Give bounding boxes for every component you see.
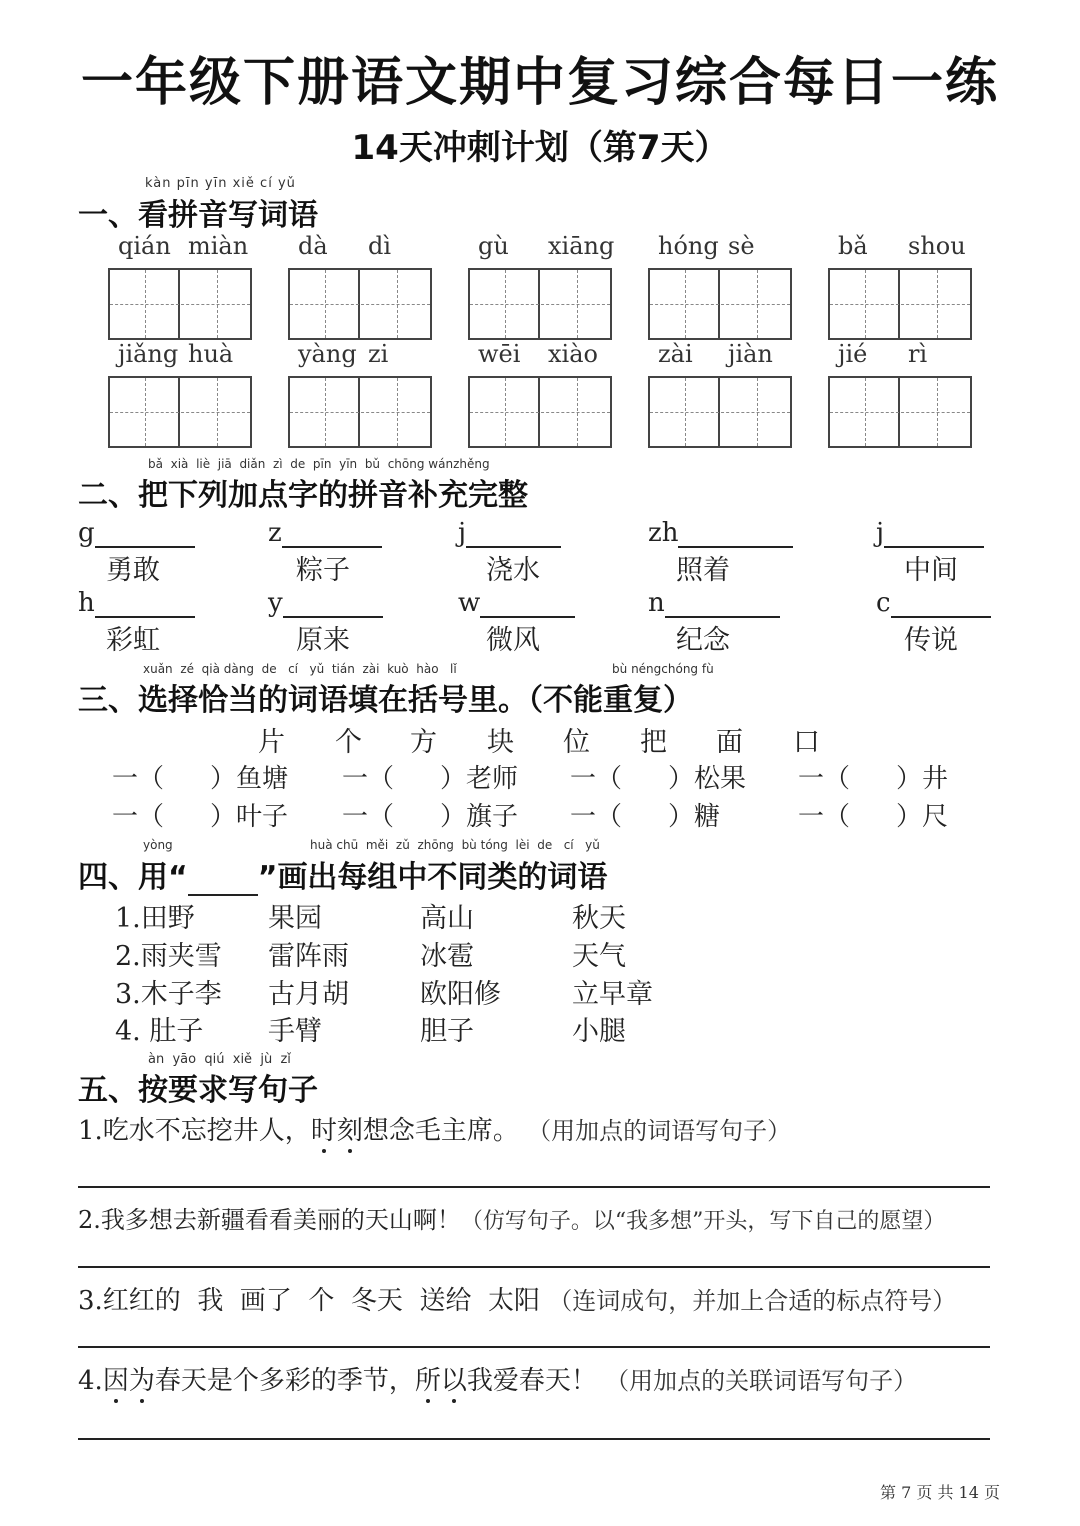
pinyin-blank[interactable]: [95, 594, 195, 618]
item-prefix: 一（: [112, 764, 165, 794]
target-word: 浇水: [486, 555, 540, 586]
measure-word-item: [798, 758, 948, 795]
section-5-title: 五、按要求写句子: [78, 1073, 318, 1108]
tianzige-guide: [865, 270, 866, 338]
item-prefix: 一（: [112, 802, 165, 832]
tianzige-guide: [830, 412, 970, 413]
pinyin-syllable: zài: [658, 340, 693, 368]
tianzige-guide: [650, 304, 790, 305]
s4-title-pre: 四、用: [78, 860, 168, 895]
s4-underline-sample: [188, 868, 258, 896]
item-prefix: 一（: [570, 764, 623, 794]
s4-title-post: 画出每组中不同类的词语: [277, 860, 608, 895]
word-group-item[interactable]: 冰雹: [420, 941, 474, 972]
pinyin-syllable: zi: [368, 340, 389, 368]
pinyin-syllable: rì: [908, 340, 928, 368]
word-group-item[interactable]: 天气: [572, 941, 626, 972]
word-group-item[interactable]: 果园: [268, 903, 322, 934]
pinyin-syllable: shou: [908, 232, 966, 260]
section-4-title: [78, 852, 607, 896]
q4-text-a: 4.: [78, 1366, 103, 1396]
ruby-syllable: yǔ: [309, 662, 325, 676]
ruby-syllable: jiā: [217, 457, 232, 471]
q4-dotted-char: 为: [129, 1360, 155, 1397]
ruby-syllable: chū: [336, 838, 359, 852]
pinyin-syllable: xiào: [548, 340, 598, 368]
tianzige-guide: [290, 412, 430, 413]
item-prefix: 一（: [342, 764, 395, 794]
section-3-title: 三、选择恰当的词语填在括号里。（不能重复）: [78, 683, 693, 718]
page-subtitle: 14天冲刺计划（第7天）: [351, 128, 729, 168]
tianzige-guide: [685, 270, 686, 338]
item-prefix: 一（: [570, 802, 623, 832]
pinyin-fill-item: [78, 588, 195, 618]
ruby-syllable: bù: [461, 838, 477, 852]
initial-letter: c: [876, 588, 891, 618]
target-word: 中间: [904, 555, 958, 586]
ruby-syllable: zǐ: [280, 1052, 291, 1067]
item-noun: ）老师: [440, 764, 519, 794]
initial-letter: z: [268, 518, 282, 548]
q4-dotted-char: 以: [441, 1360, 467, 1397]
pinyin-syllable: bǎ: [838, 232, 868, 260]
ruby-syllable: àn: [148, 1052, 165, 1067]
tianzige-box[interactable]: [648, 376, 792, 448]
tianzige-guide: [145, 270, 146, 338]
tianzige-guide: [110, 304, 250, 305]
pinyin-fill-item: [458, 588, 575, 618]
measure-word-item: [112, 758, 288, 795]
item-noun: ）旗子: [440, 802, 519, 832]
measure-word-option: 块: [487, 727, 514, 758]
tianzige-guide: [325, 270, 326, 338]
target-word: 纪念: [676, 625, 730, 656]
ruby-syllable: de: [537, 838, 553, 852]
word-group-item[interactable]: 3.木子李: [115, 979, 222, 1010]
initial-letter: j: [876, 518, 885, 548]
item-noun: ）井: [896, 764, 949, 794]
tianzige-guide: [470, 412, 610, 413]
word-group-item[interactable]: 古月胡: [268, 979, 349, 1010]
ruby-syllable: hào: [416, 662, 439, 676]
word-group-item[interactable]: 4. 肚子: [115, 1016, 204, 1047]
tianzige-guide: [397, 378, 398, 446]
ruby-syllable: huà: [310, 838, 333, 852]
pinyin-fill-item: [648, 588, 780, 618]
ruby-syllable: cí: [288, 662, 299, 676]
tianzige-guide: [505, 270, 506, 338]
item-prefix: 一（: [798, 802, 851, 832]
word-group-item[interactable]: 高山: [420, 903, 474, 934]
q3-text: 3.红红的 我 画了 个 冬天 送给 太阳: [78, 1286, 540, 1316]
ruby-syllable: de: [290, 457, 306, 471]
answer-line-2[interactable]: [78, 1266, 990, 1268]
s1-ruby: [145, 176, 296, 191]
s3-ruby-left: [143, 662, 457, 676]
q4-text-b: 春天是个多彩的季节，: [154, 1366, 415, 1396]
ruby-syllable: xiě: [232, 176, 255, 191]
tianzige-guide: [865, 378, 866, 446]
tianzige-box[interactable]: [468, 268, 612, 340]
q4-note: （用加点的关联词语写句子）: [605, 1367, 918, 1395]
ruby-syllable: yǔ: [585, 838, 600, 852]
target-word: 彩虹: [106, 625, 160, 656]
item-prefix: 一（: [798, 764, 851, 794]
s3-ruby-right: [612, 662, 714, 676]
q1-dotted-char: 刻: [337, 1110, 363, 1147]
q4-dotted-char: 因: [103, 1360, 129, 1397]
pinyin-syllable: jié: [838, 340, 868, 368]
ruby-syllable: měi: [365, 838, 389, 852]
ruby-syllable: zì: [273, 457, 283, 471]
pinyin-blank[interactable]: [466, 524, 561, 548]
tianzige-box[interactable]: [468, 376, 612, 448]
pinyin-blank[interactable]: [282, 524, 382, 548]
ruby-syllable: xià: [170, 457, 189, 471]
ruby-syllable: cí: [260, 176, 273, 191]
tianzige-guide: [757, 378, 758, 446]
pinyin-syllable: huà: [188, 340, 234, 368]
initial-letter: j: [458, 518, 467, 548]
pinyin-syllable: miàn: [188, 232, 249, 260]
ruby-syllable: qiú: [204, 1052, 225, 1067]
tianzige-guide: [217, 270, 218, 338]
q3-note: （连词成句，并加上合适的标点符号）: [548, 1287, 957, 1315]
pinyin-fill-item: [876, 588, 991, 618]
ruby-syllable: bǎ: [148, 457, 163, 471]
word-group-item[interactable]: 手臂: [268, 1016, 322, 1047]
q1-dotted-char: 时: [311, 1110, 337, 1147]
target-word: 微风: [486, 625, 540, 656]
pinyin-fill-item: [78, 518, 195, 548]
pinyin-blank[interactable]: [95, 524, 195, 548]
ruby-syllable: yīn: [339, 457, 358, 471]
s5-question-2: [78, 1200, 945, 1235]
target-word: 粽子: [296, 555, 350, 586]
pinyin-fill-item: [458, 518, 561, 548]
s4-quote-open: “: [168, 860, 188, 895]
pinyin-syllable: jiǎng: [118, 340, 179, 368]
section-1-title: 一、看拼音写词语: [78, 198, 318, 233]
word-group-item[interactable]: 1.田野: [115, 903, 195, 934]
q4-text-c: 我爱春天！: [466, 1366, 597, 1396]
s5-question-4: [78, 1360, 917, 1397]
tianzige-guide: [577, 378, 578, 446]
q2-text: 2.我多想去新疆看看美丽的天山啊！: [78, 1206, 461, 1234]
measure-word-item: [112, 796, 288, 833]
pinyin-syllable: dì: [368, 232, 392, 260]
item-noun: ）松果: [668, 764, 747, 794]
pinyin-syllable: jiàn: [728, 340, 773, 368]
measure-word-item: [342, 796, 518, 833]
pinyin-fill-item: [268, 518, 382, 548]
ruby-syllable: jù: [260, 1052, 273, 1067]
initial-letter: g: [78, 518, 95, 548]
tianzige-guide: [937, 378, 938, 446]
initial-letter: y: [268, 588, 283, 618]
tianzige-guide: [505, 378, 506, 446]
answer-line-3[interactable]: [78, 1346, 990, 1348]
word-group-item[interactable]: 立早章: [572, 979, 653, 1010]
ruby-syllable: chóng: [661, 662, 699, 676]
page-footer: 第 7 页 共 14 页: [880, 1483, 1000, 1502]
tianzige-guide: [937, 270, 938, 338]
measure-word-option: 口: [793, 727, 820, 758]
target-word: 勇敢: [106, 555, 160, 586]
measure-word-option: 片: [258, 727, 285, 758]
pinyin-syllable: xiāng: [548, 232, 615, 260]
tianzige-box[interactable]: [288, 376, 432, 448]
s5-question-3: [78, 1280, 956, 1317]
item-noun: ）尺: [896, 802, 949, 832]
pinyin-syllable: yàng: [298, 340, 357, 368]
q1-text-b: 想念毛主席。: [362, 1116, 519, 1146]
ruby-syllable: zǔ: [395, 838, 410, 852]
tianzige-guide: [325, 378, 326, 446]
word-group-item[interactable]: 雷阵雨: [268, 941, 349, 972]
ruby-syllable: zé: [180, 662, 194, 676]
ruby-syllable: yǔ: [277, 176, 296, 191]
pinyin-syllable: wēi: [478, 340, 521, 368]
item-noun: ）叶子: [210, 802, 289, 832]
ruby-syllable: bǔ: [364, 457, 381, 471]
ruby-syllable: cí: [563, 838, 574, 852]
pinyin-syllable: dà: [298, 232, 328, 260]
ruby-syllable: dàng: [223, 662, 254, 676]
ruby-syllable: lèi: [515, 838, 530, 852]
ruby-syllable: zài: [362, 662, 380, 676]
answer-line-1[interactable]: [78, 1186, 990, 1188]
ruby-syllable: wánzhěng: [428, 457, 490, 471]
tianzige-guide: [685, 378, 686, 446]
tianzige-guide: [290, 304, 430, 305]
target-word: 原来: [296, 625, 350, 656]
q1-note: （用加点的词语写句子）: [527, 1117, 792, 1145]
tianzige-guide: [397, 270, 398, 338]
measure-word-option: 把: [640, 727, 667, 758]
tianzige-guide: [650, 412, 790, 413]
item-prefix: 一（: [342, 802, 395, 832]
initial-letter: w: [458, 588, 481, 618]
tianzige-guide: [757, 270, 758, 338]
ruby-syllable: tóng: [480, 838, 508, 852]
pinyin-fill-item: [876, 518, 984, 548]
ruby-syllable: pīn: [176, 176, 200, 191]
tianzige-box[interactable]: [828, 268, 972, 340]
pinyin-fill-item: [268, 588, 383, 618]
tianzige-guide: [110, 412, 250, 413]
item-noun: ）糖: [668, 802, 721, 832]
ruby-syllable: pīn: [312, 457, 332, 471]
ruby-syllable: chōng: [387, 457, 425, 471]
initial-letter: zh: [648, 518, 679, 548]
ruby-syllable: fù: [701, 662, 714, 676]
target-word: 照着: [676, 555, 730, 586]
tianzige-guide: [145, 378, 146, 446]
pinyin-syllable: hóng: [658, 232, 719, 260]
section-2-title: 二、把下列加点字的拼音补充完整: [78, 478, 528, 513]
pinyin-blank[interactable]: [891, 594, 991, 618]
measure-word-item: [342, 758, 518, 795]
tianzige-guide: [830, 304, 970, 305]
q4-dotted-char: 所: [415, 1360, 441, 1397]
ruby-syllable: diǎn: [239, 457, 266, 471]
ruby-syllable: zhōng: [417, 838, 454, 852]
pinyin-blank[interactable]: [283, 594, 383, 618]
word-group-item[interactable]: 2.雨夹雪: [115, 941, 222, 972]
pinyin-syllable: sè: [728, 232, 755, 260]
ruby-syllable: yīn: [204, 176, 228, 191]
ruby-syllable: xiě: [232, 1052, 253, 1067]
s2-ruby: [148, 457, 490, 471]
word-group-item[interactable]: 小腿: [572, 1016, 626, 1047]
measure-word-item: [570, 758, 746, 795]
initial-letter: n: [648, 588, 665, 618]
q2-note: （仿写句子。以“我多想”开头，写下自己的愿望）: [460, 1209, 946, 1234]
item-noun: ）鱼塘: [210, 764, 289, 794]
ruby-syllable: de: [261, 662, 277, 676]
measure-word-option: 面: [716, 727, 743, 758]
tianzige-guide: [470, 304, 610, 305]
s4-ruby: [310, 838, 600, 852]
answer-line-4[interactable]: [78, 1438, 990, 1440]
s5-question-1: [78, 1110, 791, 1147]
tianzige-box[interactable]: [288, 268, 432, 340]
ruby-syllable: qià: [201, 662, 220, 676]
ruby-syllable: bù: [612, 662, 628, 676]
tianzige-box[interactable]: [108, 376, 252, 448]
tianzige-box[interactable]: [648, 268, 792, 340]
pinyin-fill-item: [648, 518, 793, 548]
word-group-item[interactable]: 胆子: [420, 1016, 474, 1047]
pinyin-blank[interactable]: [678, 524, 793, 548]
ruby-syllable: néng: [631, 662, 662, 676]
pinyin-blank[interactable]: [665, 594, 780, 618]
initial-letter: h: [78, 588, 95, 618]
pinyin-blank[interactable]: [884, 524, 984, 548]
page-title: 一年级下册语文期中复习综合每日一练: [80, 53, 999, 113]
tianzige-guide: [577, 270, 578, 338]
q1-text-a: 1.吃水不忘挖井人，: [78, 1116, 311, 1146]
measure-word-item: [798, 796, 948, 833]
ruby-syllable: tián: [331, 662, 355, 676]
word-group-item[interactable]: 秋天: [572, 903, 626, 934]
s4-ruby-yong: yòng: [143, 838, 173, 852]
s4-quote-close: ”: [257, 860, 278, 895]
word-group-item[interactable]: 欧阳修: [420, 979, 501, 1010]
target-word: 传说: [904, 625, 958, 656]
measure-word-item: [570, 796, 720, 833]
tianzige-guide: [217, 378, 218, 446]
pinyin-blank[interactable]: [480, 594, 575, 618]
ruby-syllable: xuǎn: [143, 662, 173, 676]
pinyin-syllable: qián: [118, 232, 171, 260]
tianzige-box[interactable]: [108, 268, 252, 340]
measure-word-option: 位: [563, 727, 590, 758]
measure-word-option: 方: [410, 727, 437, 758]
ruby-syllable: kàn: [145, 176, 172, 191]
measure-word-option: 个: [335, 727, 362, 758]
ruby-syllable: liè: [196, 457, 211, 471]
ruby-syllable: yāo: [172, 1052, 197, 1067]
ruby-syllable: kuò: [387, 662, 409, 676]
pinyin-syllable: gù: [478, 232, 509, 260]
tianzige-box[interactable]: [828, 376, 972, 448]
ruby-syllable: lǐ: [450, 662, 457, 676]
